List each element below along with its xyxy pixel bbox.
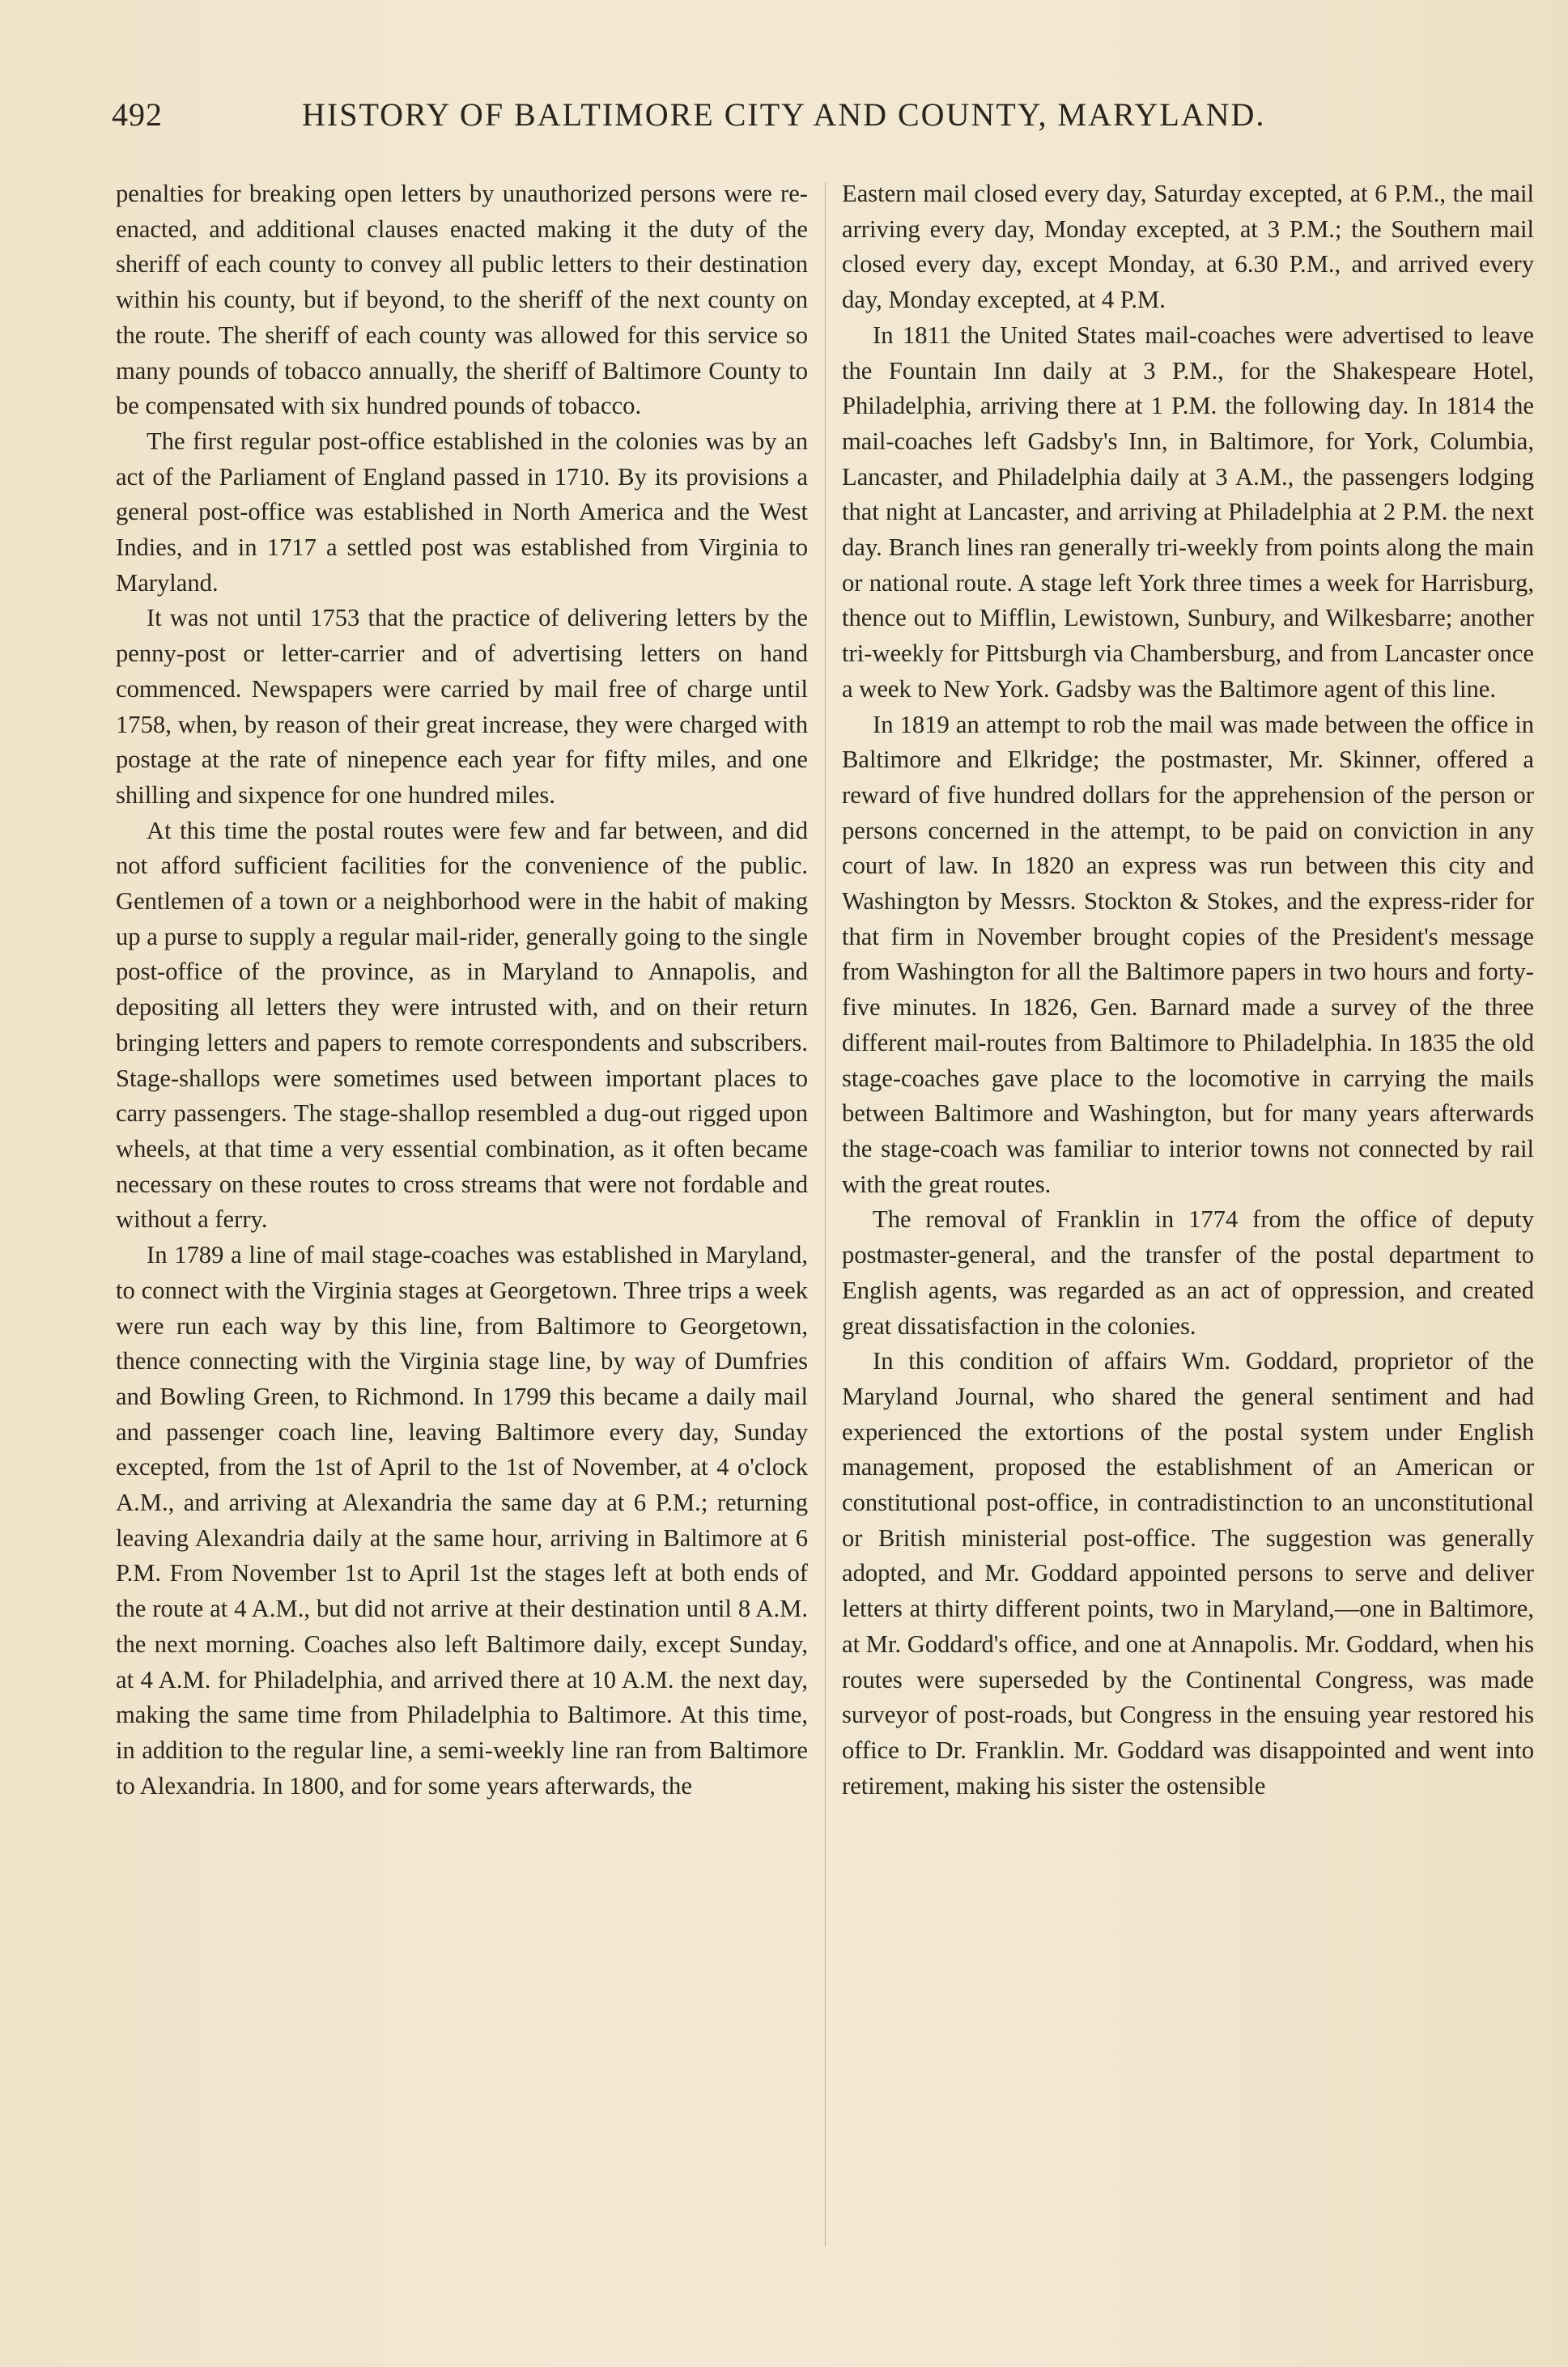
column-divider (825, 182, 826, 2246)
right-paragraph-5: In this condition of affairs Wm. Goddard, proprietor of the Maryland Journal, who shared the general sentiment and had experienced the extortions of the postal system under English management, proposed the establishment of an American or constitutional post-office, in contradistinction to an unconstitutional or British ministerial post-office. The suggestion was generally adopted, and Mr. Goddard appointed persons to serve and deliver letters at thirty different points, two in Maryland,—one in Baltimore, at Mr. Goddard's office, and one at Annapolis. Mr. Goddard, when his routes were superseded by the Continental Congress, was made surveyor of post-roads, but Congress in the ensuing year restored his office to Dr. Franklin. Mr. Goddard was disappointed and went into retirement, making his sister the ostensible (842, 1347, 1534, 1800)
left-column (116, 176, 808, 1804)
right-paragraph-2: In 1811 the United States mail-coaches were advertised to leave the Fountain Inn daily at 3 P.M., for the Shakespeare Hotel, Philadelphia, arriving there at 1 P.M. the following day. In 1814 the mail-coaches left Gadsby's Inn, in Baltimore, for York, Columbia, Lancaster, and Philadelphia daily at 3 A.M., the passengers lodging that night at Lancaster, and arriving at Philadelphia at 2 P.M. the next day. Branch lines ran generally tri-weekly from points along the main or national route. A stage left York three times a week for Harrisburg, thence out to Mifflin, Lewistown, Sunbury, and Wilkesbarre; another tri-weekly for Pittsburgh via Chambersburg, and from Lancaster once a week to New York. Gadsby was the Baltimore agent of this line. (842, 321, 1534, 703)
left-paragraph-3: It was not until 1753 that the practice of delivering letters by the penny-post or letter-carrier and of advertising letters on hand commenced. Newspapers were carried by mail free of charge until 1758, when, by reason of their great increase, they were charged with postage at the rate of ninepence each year for fifty miles, and one shilling and sixpence for one hundred miles. (116, 604, 808, 809)
left-paragraph-1: penalties for breaking open letters by unauthorized persons were re-enacted, and additional clauses enacted making it the duty of the sheriff of each county to convey all public letters to their destination within his county, but if beyond, to the sheriff of the next county on the route. The sheriff of each county was allowed for this service so many pounds of tobacco annually, the sheriff of Baltimore County to be compensated with six hundred pounds of tobacco. (116, 180, 808, 420)
left-paragraph-4: At this time the postal routes were few and far between, and did not afford sufficient facilities for the convenience of the public. Gentlemen of a town or a neighborhood were in the habit of making up a purse to supply a regular mail-rider, generally going to the single post-office of the province, as in Maryland to Annapolis, and depositing all letters they were intrusted with, and on their return bringing letters and papers to remote correspondents and subscribers. Stage-shallops were sometimes used between important places to carry passengers. The stage-shallop resembled a dug-out rigged upon wheels, at that time a very essential combination, as it often became necessary on these routes to cross streams that were not fordable and without a ferry. (116, 816, 808, 1234)
left-paragraph-2: The first regular post-office established in the colonies was by an act of the Parliament of England passed in 1710. By its provisions a general post-office was established in North America and the West Indies, and in 1717 a settled post was established from Virginia to Maryland. (116, 427, 808, 597)
right-paragraph-1: Eastern mail closed every day, Saturday excepted, at 6 P.M., the mail arriving every day, Monday excepted, at 3 P.M.; the Southern mail closed every day, except Monday, at 6.30 P.M., and arrived every day, Monday excepted, at 4 P.M. (842, 180, 1534, 314)
page-number: 492 (112, 96, 163, 133)
left-paragraph-5: In 1789 a line of mail stage-coaches was established in Maryland, to connect with the Virginia stages at Georgetown. Three trips a week were run each way by this line, from Baltimore to Georgetown, thence connecting with the Virginia stage line, by way of Dumfries and Bowling Green, to Richmond. In 1799 this became a daily mail and passenger coach line, leaving Baltimore every day, Sunday excepted, from the 1st of April to the 1st of November, at 4 o'clock A.M., and arriving at Alexandria the same day at 6 P.M.; returning leaving Alexandria daily at the same hour, arriving in Baltimore at 6 P.M. From November 1st to April 1st the stages left at both ends of the route at 4 A.M., but did not arrive at their destination until 8 A.M. the next morning. Coaches also left Baltimore daily, except Sunday, at 4 A.M. for Philadelphia, and arrived there at 10 A.M. the next day, making the same time from Philadelphia to Baltimore. At this time, in addition to the regular line, a semi-weekly line ran from Baltimore to Alexandria. In 1800, and for some years afterwards, the (116, 1241, 808, 1800)
page-header (112, 96, 1522, 144)
right-column (842, 176, 1534, 1804)
right-paragraph-3: In 1819 an attempt to rob the mail was made between the office in Baltimore and Elkridge; the postmaster, Mr. Skinner, offered a reward of five hundred dollars for the apprehension of the person or persons concerned in the attempt, to be paid on conviction in any court of law. In 1820 an express was run between this city and Washington by Messrs. Stockton & Stokes, and the express-rider for that firm in November brought copies of the President's message from Washington for all the Baltimore papers in two hours and forty-five minutes. In 1826, Gen. Barnard made a survey of the three different mail-routes from Baltimore to Philadelphia. In 1835 the old stage-coaches gave place to the locomotive in carrying the mails between Baltimore and Washington, but for many years afterwards the stage-coach was familiar to interior towns not connected by rail with the great routes. (842, 710, 1534, 1198)
running-title: HISTORY OF BALTIMORE CITY AND COUNTY, MARYLAND. (302, 96, 1266, 133)
right-paragraph-4: The removal of Franklin in 1774 from the office of deputy postmaster-general, and the transfer of the postal department to English agents, was regarded as an act of oppression, and created great dissatisfaction in the colonies. (842, 1205, 1534, 1340)
